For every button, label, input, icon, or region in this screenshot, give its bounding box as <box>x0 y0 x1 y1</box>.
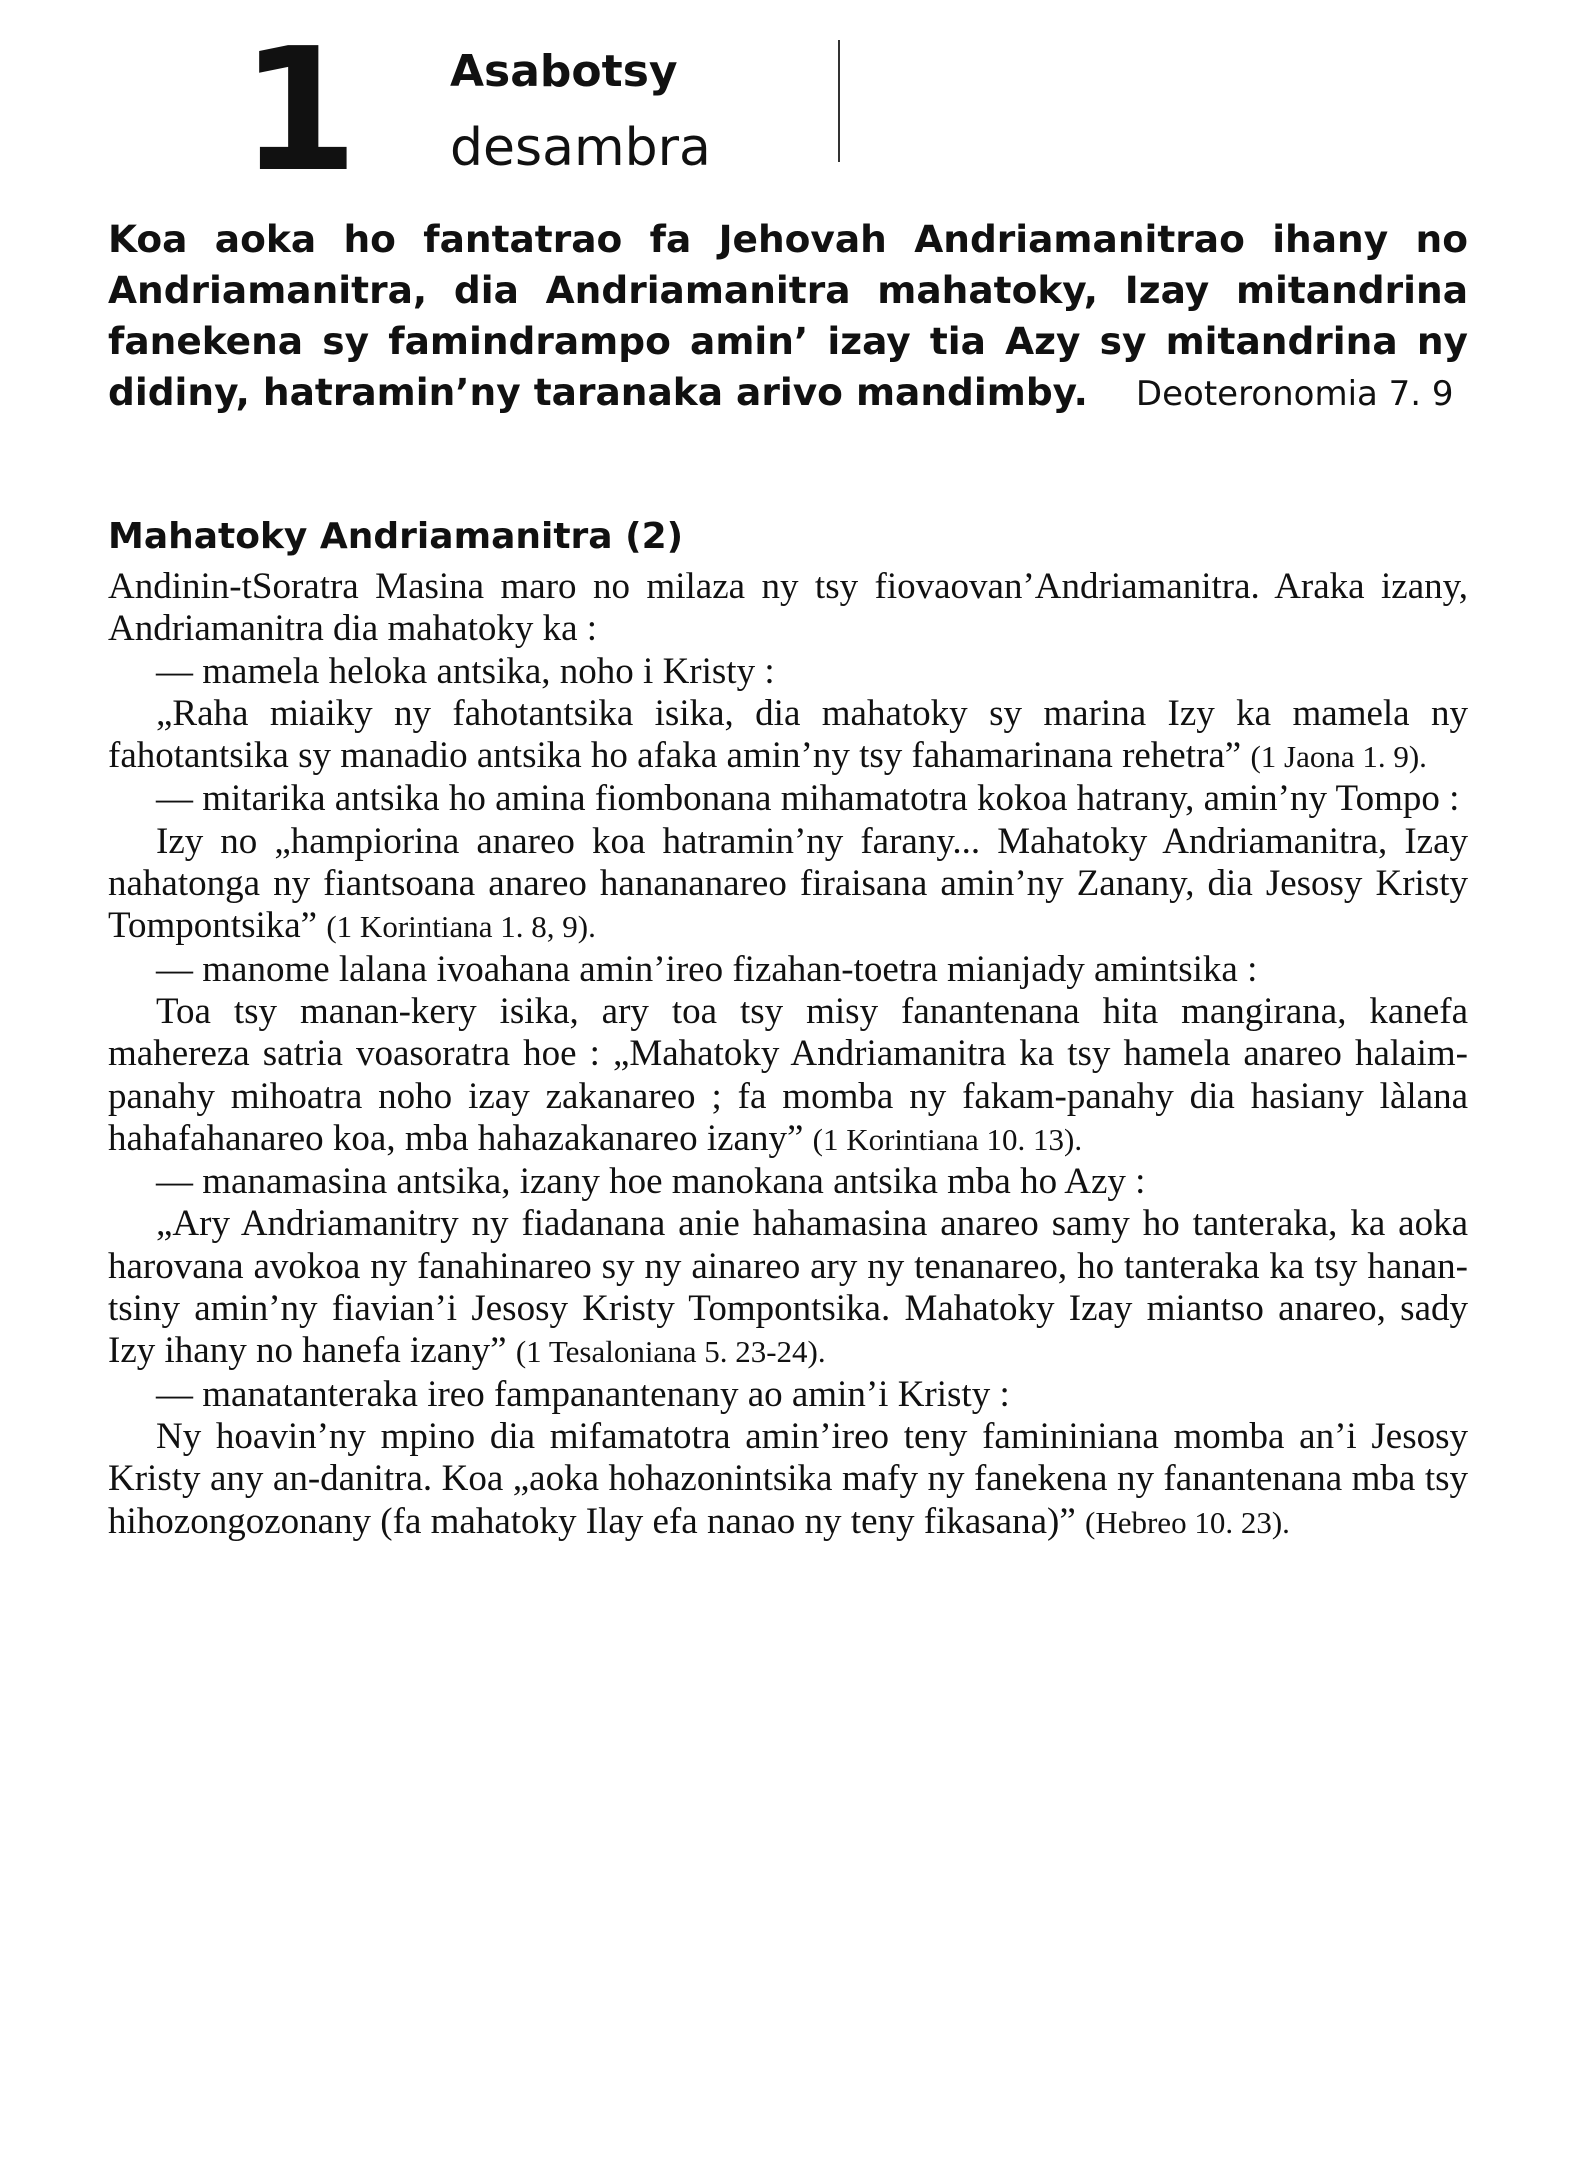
paragraph: Ny hoavin’ny mpino dia mifamatotra amin’ireo teny famininiana momba an’i Jesosy Kristy any an-danitra. Koa „aoka hohazonintsika mafy ny fanekena ny fanantenana mba tsy hihozongozonany (fa mahatoky Ilay efa nanao ny teny fikasana)” (Hebreo 10. 23). <box>108 1415 1468 1542</box>
scripture-citation: (1 Korintiana 1. 8, 9). <box>326 909 596 945</box>
weekday-label: Asabotsy <box>450 46 678 97</box>
verse-text: Koa aoka ho fantatrao fa Jehovah Andriamanitrao ihany no Andriamanitra, dia Andriamanitra mahatoky, Izay mitandrina fanekena sy famindrampo amin’ izay tia Azy sy mitandrina ny didiny, hatramin’ny taranaka arivo mandimby. <box>108 217 1468 414</box>
month-label: desambra <box>450 118 711 178</box>
paragraph: — mitarika antsika ho amina fiombonana mihamatotra kokoa hatrany, amin’ny Tompo : <box>156 778 1460 820</box>
paragraph: „Raha miaiky ny fahotantsika isika, dia mahatoky sy marina Izy ka mamela ny fahotantsika sy manadio antsika ho afaka amin’ny tsy fahamarinana rehetra” (1 Jaona 1. 9). <box>108 692 1468 777</box>
day-number: 1 <box>240 12 355 210</box>
scripture-citation: (Hebreo 10. 23). <box>1085 1504 1290 1540</box>
article-body <box>108 566 1468 1544</box>
scripture-citation: (1 Tesaloniana 5. 23-24). <box>515 1334 826 1370</box>
paragraph: — manamasina antsika, izany hoe manokana antsika mba ho Azy : <box>156 1161 1146 1203</box>
header-divider <box>838 40 840 162</box>
paragraph: „Ary Andriamanitry ny fiadanana anie hahamasina anareo samy ho tanteraka, ka aoka harovana avokoa ny fanahinareo sy ny ainareo ary ny tenanareo, ho tanteraka ka tsy hanan-tsiny amin’ny fiavian’i Jesosy Kristy Tompontsika. Mahatoky Izay miantso anareo, sady Izy ihany no hanefa izany” (1 Tesaloniana 5. 23-24). <box>108 1203 1468 1372</box>
paragraph: — mamela heloka antsika, noho i Kristy : <box>156 650 775 692</box>
paragraph: Toa tsy manan-kery isika, ary toa tsy misy fanantenana hita mangirana, kanefa mahereza satria voasoratra hoe : „Mahatoky Andriamanitra ka tsy hamela anareo halaim-panahy mihoatra noho izay zakanareo ; fa momba ny fakam-panahy dia hasiany làlana hahafahanareo koa, mba hahazakanareo izany” (1 Korintiana 10. 13). <box>108 990 1468 1159</box>
section-title: Mahatoky Andriamanitra (2) <box>108 516 684 557</box>
paragraph: Izy no „hampiorina anareo koa hatramin’ny farany... Mahatoky Andriamanitra, Izay nahatonga ny fiantsoana anareo hanananareo firaisana amin’ny Zanany, dia Jesosy Kristy Tompontsika” (1 Korintiana 1. 8, 9). <box>108 820 1468 947</box>
scripture-citation: (1 Korintiana 10. 13). <box>812 1121 1083 1157</box>
verse-reference: Deoteronomia 7. 9 <box>1135 374 1454 414</box>
daily-verse <box>108 214 1468 420</box>
paragraph: — manome lalana ivoahana amin’ireo fizahan-toetra mianjady amintsika : <box>156 948 1258 990</box>
paragraph: — manatanteraka ireo fampanantenany ao amin’i Kristy : <box>156 1373 1010 1415</box>
scripture-citation: (1 Jaona 1. 9). <box>1250 739 1427 775</box>
paragraph: Andinin-tSoratra Masina maro no milaza ny tsy fiovaovan’Andriamanitra. Araka izany, Andriamanitra dia mahatoky ka : <box>108 566 1468 650</box>
